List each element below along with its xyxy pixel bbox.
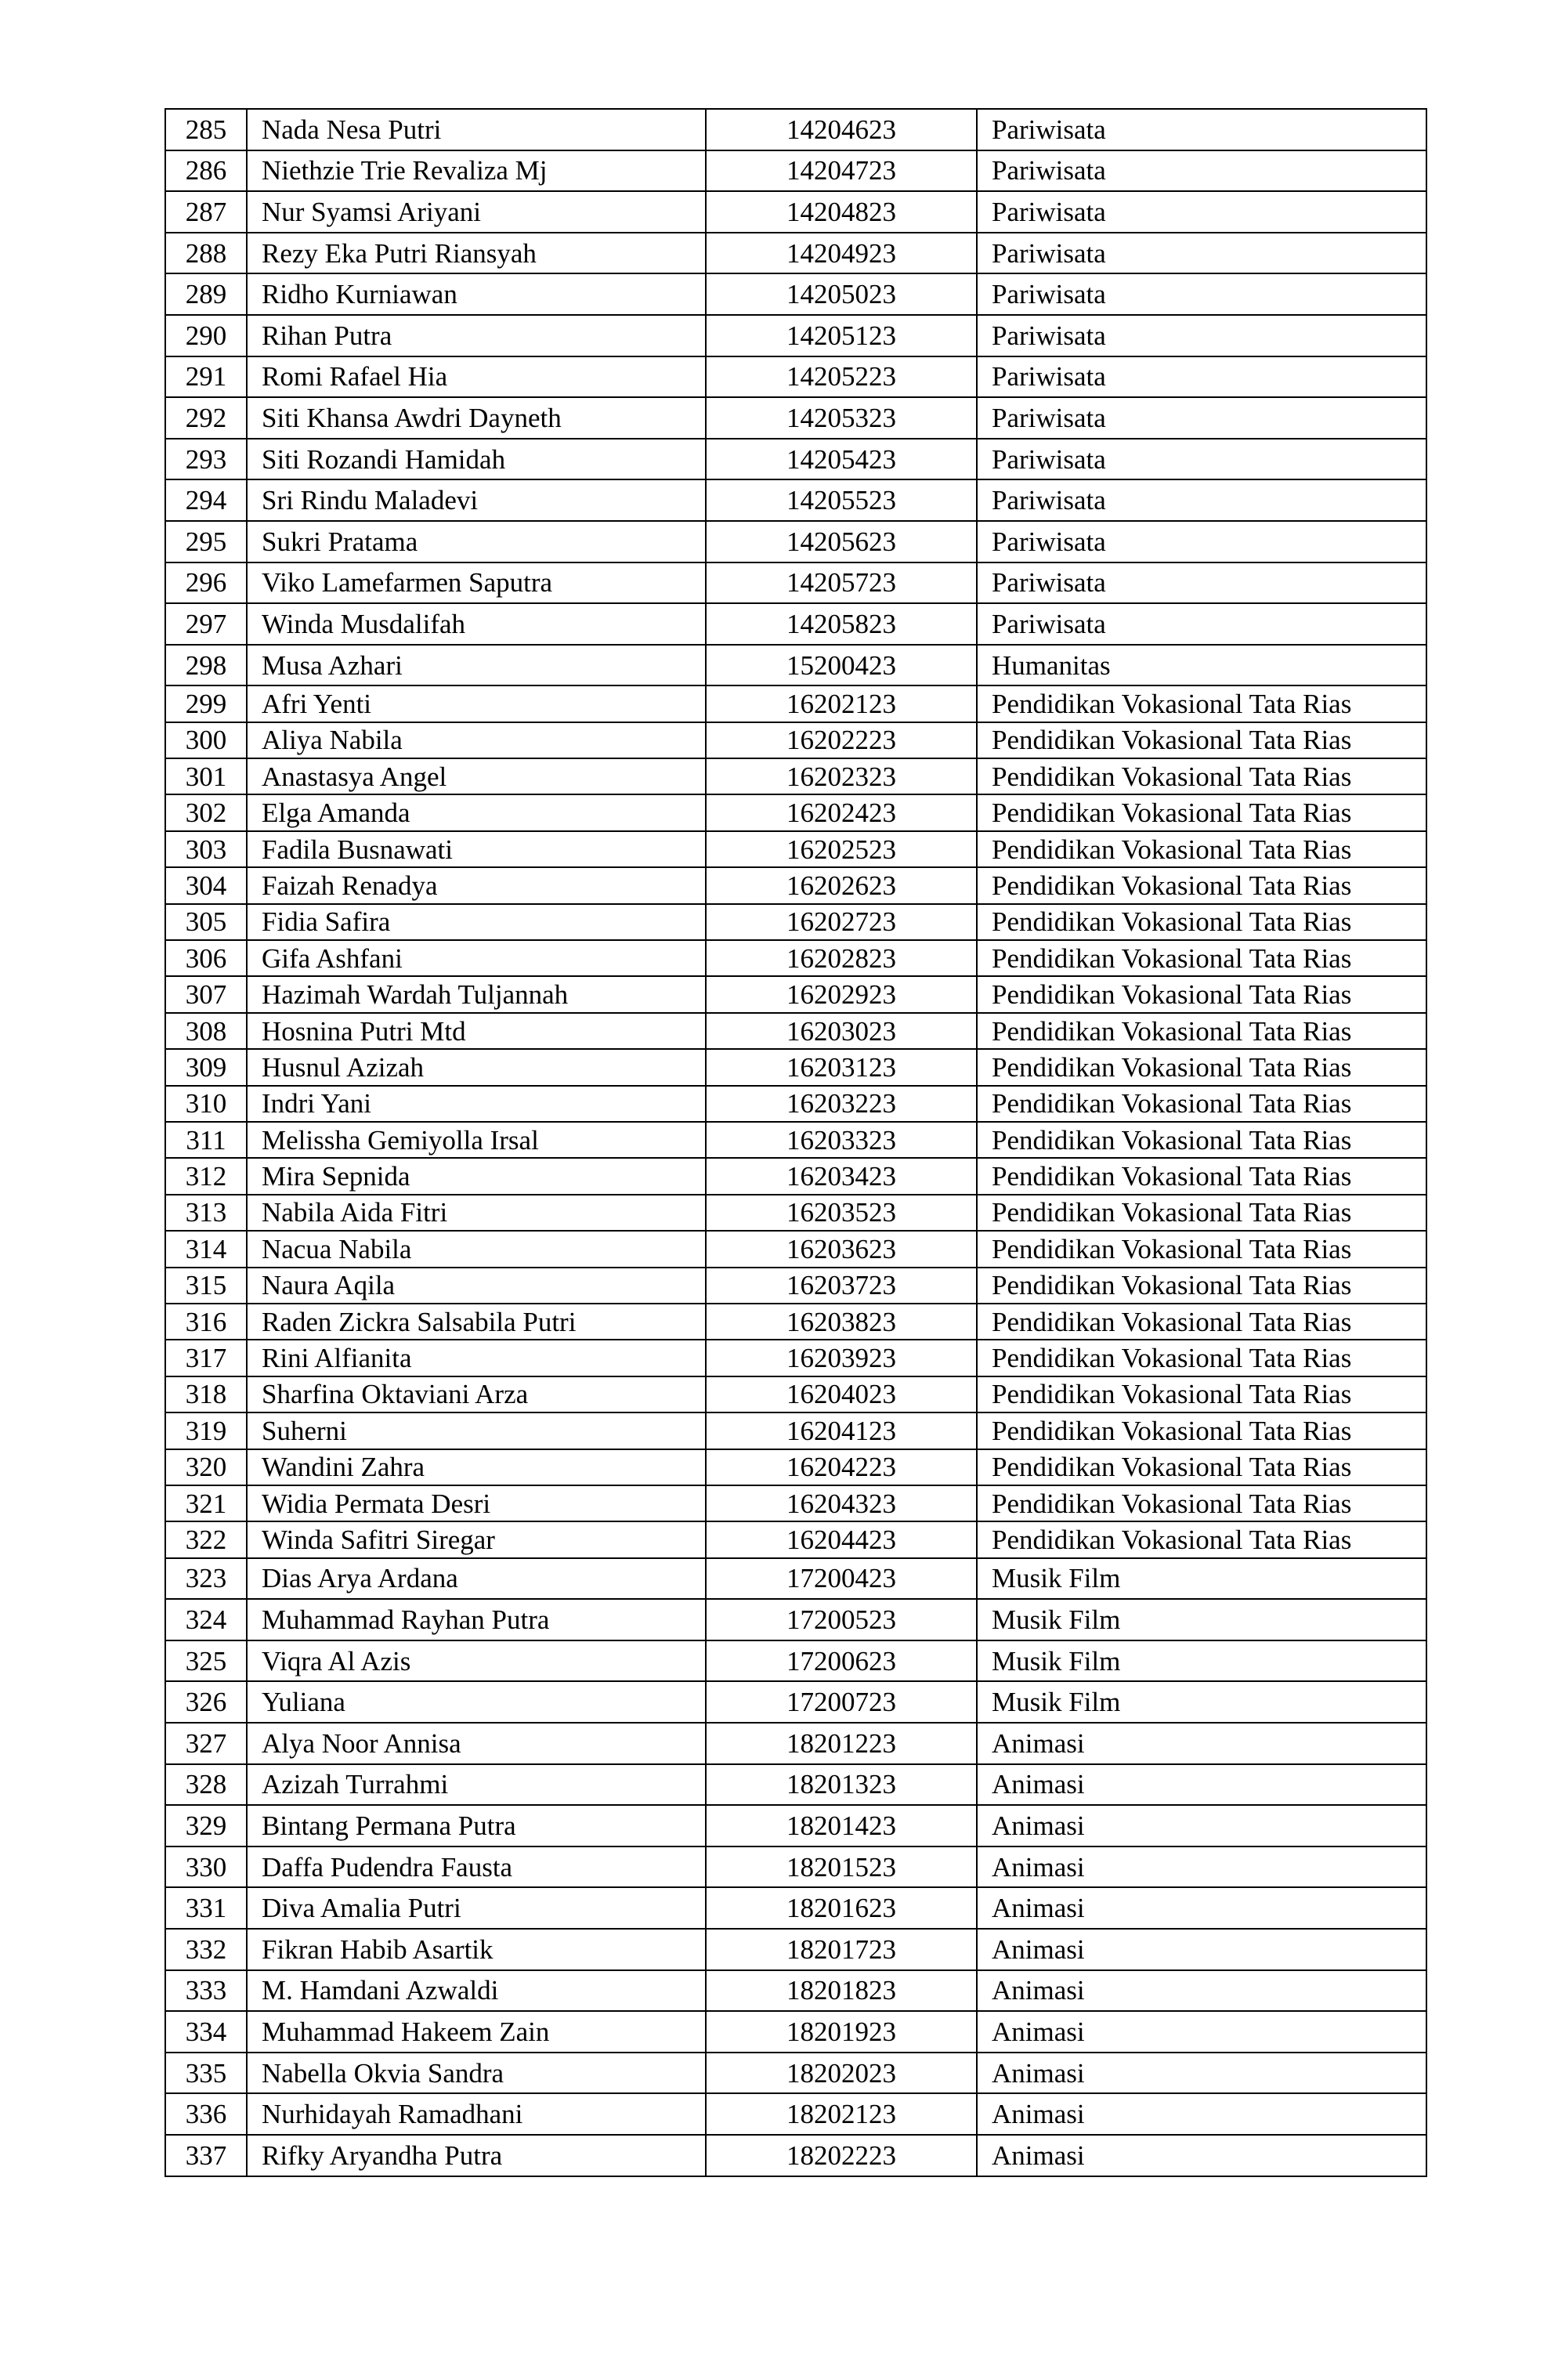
row-number-cell: 298 xyxy=(165,645,247,686)
row-number-cell: 295 xyxy=(165,521,247,562)
student-name-cell: Sukri Pratama xyxy=(247,521,706,562)
student-name-cell: M. Hamdani Azwaldi xyxy=(247,1970,706,2012)
student-id-cell: 16203823 xyxy=(706,1304,977,1340)
row-number-cell: 286 xyxy=(165,150,247,192)
student-id-cell: 16203323 xyxy=(706,1122,977,1158)
student-name-cell: Elga Amanda xyxy=(247,794,706,830)
student-id-cell: 16202623 xyxy=(706,867,977,903)
study-program-cell: Animasi xyxy=(977,2053,1426,2094)
student-list-body xyxy=(165,109,1426,2176)
row-number-cell: 324 xyxy=(165,1599,247,1640)
row-number-cell: 329 xyxy=(165,1805,247,1846)
student-name-cell: Gifa Ashfani xyxy=(247,940,706,976)
student-id-cell: 16202523 xyxy=(706,831,977,867)
student-id-cell: 16203623 xyxy=(706,1231,977,1267)
row-number-cell: 328 xyxy=(165,1764,247,1806)
table-row xyxy=(165,1681,1426,1723)
study-program-cell: Pariwisata xyxy=(977,439,1426,480)
student-id-cell: 16202123 xyxy=(706,685,977,722)
student-name-cell: Indri Yani xyxy=(247,1086,706,1122)
student-id-cell: 18202123 xyxy=(706,2093,977,2135)
table-row xyxy=(165,1412,1426,1449)
table-row xyxy=(165,150,1426,192)
student-id-cell: 16204423 xyxy=(706,1521,977,1557)
row-number-cell: 303 xyxy=(165,831,247,867)
student-id-cell: 18202023 xyxy=(706,2053,977,2094)
table-row xyxy=(165,940,1426,976)
student-id-cell: 16202423 xyxy=(706,794,977,830)
table-row xyxy=(165,233,1426,274)
student-id-cell: 16202223 xyxy=(706,722,977,758)
row-number-cell: 305 xyxy=(165,904,247,940)
student-id-cell: 18201623 xyxy=(706,1887,977,1929)
row-number-cell: 322 xyxy=(165,1521,247,1557)
table-row xyxy=(165,2053,1426,2094)
study-program-cell: Pariwisata xyxy=(977,109,1426,150)
table-row xyxy=(165,1485,1426,1521)
study-program-cell: Pendidikan Vokasional Tata Rias xyxy=(977,1049,1426,1085)
student-name-cell: Naura Aqila xyxy=(247,1268,706,1304)
table-row xyxy=(165,645,1426,686)
student-id-cell: 17200523 xyxy=(706,1599,977,1640)
student-name-cell: Afri Yenti xyxy=(247,685,706,722)
student-id-cell: 18201423 xyxy=(706,1805,977,1846)
row-number-cell: 314 xyxy=(165,1231,247,1267)
student-name-cell: Viko Lamefarmen Saputra xyxy=(247,562,706,604)
study-program-cell: Pendidikan Vokasional Tata Rias xyxy=(977,1268,1426,1304)
study-program-cell: Pendidikan Vokasional Tata Rias xyxy=(977,1158,1426,1194)
table-row xyxy=(165,1846,1426,1888)
study-program-cell: Pendidikan Vokasional Tata Rias xyxy=(977,722,1426,758)
student-name-cell: Muhammad Hakeem Zain xyxy=(247,2011,706,2053)
student-name-cell: Winda Safitri Siregar xyxy=(247,1521,706,1557)
student-name-cell: Faizah Renadya xyxy=(247,867,706,903)
study-program-cell: Humanitas xyxy=(977,645,1426,686)
study-program-cell: Pendidikan Vokasional Tata Rias xyxy=(977,867,1426,903)
row-number-cell: 292 xyxy=(165,397,247,439)
row-number-cell: 291 xyxy=(165,356,247,398)
table-row xyxy=(165,315,1426,356)
student-id-cell: 16203523 xyxy=(706,1195,977,1231)
student-name-cell: Melissha Gemiyolla Irsal xyxy=(247,1122,706,1158)
study-program-cell: Animasi xyxy=(977,1970,1426,2012)
study-program-cell: Animasi xyxy=(977,1805,1426,1846)
table-row xyxy=(165,521,1426,562)
student-name-cell: Rini Alfianita xyxy=(247,1340,706,1376)
student-name-cell: Nabila Aida Fitri xyxy=(247,1195,706,1231)
table-row xyxy=(165,1195,1426,1231)
table-row xyxy=(165,685,1426,722)
table-row xyxy=(165,479,1426,521)
student-id-cell: 14205323 xyxy=(706,397,977,439)
table-row xyxy=(165,1013,1426,1049)
student-name-cell: Sharfina Oktaviani Arza xyxy=(247,1376,706,1412)
student-id-cell: 14205223 xyxy=(706,356,977,398)
row-number-cell: 307 xyxy=(165,976,247,1012)
study-program-cell: Pariwisata xyxy=(977,273,1426,315)
student-id-cell: 18201323 xyxy=(706,1764,977,1806)
row-number-cell: 300 xyxy=(165,722,247,758)
row-number-cell: 306 xyxy=(165,940,247,976)
student-id-cell: 14205823 xyxy=(706,603,977,645)
table-row xyxy=(165,1304,1426,1340)
table-row xyxy=(165,2093,1426,2135)
study-program-cell: Pendidikan Vokasional Tata Rias xyxy=(977,904,1426,940)
student-name-cell: Nacua Nabila xyxy=(247,1231,706,1267)
student-name-cell: Sri Rindu Maladevi xyxy=(247,479,706,521)
row-number-cell: 310 xyxy=(165,1086,247,1122)
table-row xyxy=(165,1929,1426,1970)
study-program-cell: Musik Film xyxy=(977,1599,1426,1640)
study-program-cell: Pendidikan Vokasional Tata Rias xyxy=(977,940,1426,976)
table-row xyxy=(165,867,1426,903)
table-row xyxy=(165,722,1426,758)
student-id-cell: 14205423 xyxy=(706,439,977,480)
student-id-cell: 16203923 xyxy=(706,1340,977,1376)
table-row xyxy=(165,1158,1426,1194)
row-number-cell: 290 xyxy=(165,315,247,356)
table-row xyxy=(165,1521,1426,1557)
table-row xyxy=(165,1268,1426,1304)
row-number-cell: 333 xyxy=(165,1970,247,2012)
table-row xyxy=(165,904,1426,940)
student-id-cell: 16203123 xyxy=(706,1049,977,1085)
student-name-cell: Aliya Nabila xyxy=(247,722,706,758)
student-id-cell: 18201223 xyxy=(706,1723,977,1764)
student-name-cell: Mira Sepnida xyxy=(247,1158,706,1194)
student-name-cell: Anastasya Angel xyxy=(247,758,706,794)
study-program-cell: Musik Film xyxy=(977,1681,1426,1723)
row-number-cell: 319 xyxy=(165,1412,247,1449)
row-number-cell: 288 xyxy=(165,233,247,274)
table-row xyxy=(165,1231,1426,1267)
row-number-cell: 335 xyxy=(165,2053,247,2094)
student-name-cell: Ridho Kurniawan xyxy=(247,273,706,315)
study-program-cell: Animasi xyxy=(977,1723,1426,1764)
row-number-cell: 313 xyxy=(165,1195,247,1231)
study-program-cell: Pendidikan Vokasional Tata Rias xyxy=(977,1340,1426,1376)
student-name-cell: Azizah Turrahmi xyxy=(247,1764,706,1806)
student-id-cell: 14204723 xyxy=(706,150,977,192)
student-id-cell: 18201723 xyxy=(706,1929,977,1970)
study-program-cell: Pariwisata xyxy=(977,233,1426,274)
study-program-cell: Animasi xyxy=(977,2135,1426,2176)
row-number-cell: 312 xyxy=(165,1158,247,1194)
student-name-cell: Widia Permata Desri xyxy=(247,1485,706,1521)
table-row xyxy=(165,356,1426,398)
row-number-cell: 336 xyxy=(165,2093,247,2135)
table-row xyxy=(165,1723,1426,1764)
study-program-cell: Pariwisata xyxy=(977,315,1426,356)
table-row xyxy=(165,109,1426,150)
row-number-cell: 321 xyxy=(165,1485,247,1521)
student-name-cell: Suherni xyxy=(247,1412,706,1449)
study-program-cell: Animasi xyxy=(977,2011,1426,2053)
table-row xyxy=(165,562,1426,604)
study-program-cell: Pariwisata xyxy=(977,191,1426,233)
table-row xyxy=(165,1558,1426,1600)
student-name-cell: Romi Rafael Hia xyxy=(247,356,706,398)
row-number-cell: 334 xyxy=(165,2011,247,2053)
row-number-cell: 299 xyxy=(165,685,247,722)
student-id-cell: 16203723 xyxy=(706,1268,977,1304)
student-id-cell: 14204923 xyxy=(706,233,977,274)
study-program-cell: Pendidikan Vokasional Tata Rias xyxy=(977,1231,1426,1267)
table-row xyxy=(165,397,1426,439)
student-name-cell: Hazimah Wardah Tuljannah xyxy=(247,976,706,1012)
student-name-cell: Nur Syamsi Ariyani xyxy=(247,191,706,233)
study-program-cell: Musik Film xyxy=(977,1558,1426,1600)
student-name-cell: Wandini Zahra xyxy=(247,1449,706,1485)
student-id-cell: 16202723 xyxy=(706,904,977,940)
table-row xyxy=(165,1340,1426,1376)
student-id-cell: 14204623 xyxy=(706,109,977,150)
student-name-cell: Daffa Pudendra Fausta xyxy=(247,1846,706,1888)
row-number-cell: 327 xyxy=(165,1723,247,1764)
study-program-cell: Pendidikan Vokasional Tata Rias xyxy=(977,1412,1426,1449)
student-id-cell: 16202323 xyxy=(706,758,977,794)
row-number-cell: 297 xyxy=(165,603,247,645)
row-number-cell: 289 xyxy=(165,273,247,315)
student-name-cell: Rifky Aryandha Putra xyxy=(247,2135,706,2176)
row-number-cell: 332 xyxy=(165,1929,247,1970)
student-id-cell: 16204023 xyxy=(706,1376,977,1412)
table-row xyxy=(165,1640,1426,1682)
student-id-cell: 16204323 xyxy=(706,1485,977,1521)
table-row xyxy=(165,1086,1426,1122)
student-id-cell: 15200423 xyxy=(706,645,977,686)
row-number-cell: 293 xyxy=(165,439,247,480)
student-id-cell: 16204123 xyxy=(706,1412,977,1449)
student-name-cell: Nabella Okvia Sandra xyxy=(247,2053,706,2094)
student-id-cell: 14204823 xyxy=(706,191,977,233)
row-number-cell: 323 xyxy=(165,1558,247,1600)
table-row xyxy=(165,1970,1426,2012)
student-id-cell: 14205623 xyxy=(706,521,977,562)
study-program-cell: Animasi xyxy=(977,1764,1426,1806)
student-name-cell: Diva Amalia Putri xyxy=(247,1887,706,1929)
row-number-cell: 320 xyxy=(165,1449,247,1485)
table-row xyxy=(165,2011,1426,2053)
row-number-cell: 287 xyxy=(165,191,247,233)
study-program-cell: Pendidikan Vokasional Tata Rias xyxy=(977,1086,1426,1122)
study-program-cell: Pendidikan Vokasional Tata Rias xyxy=(977,976,1426,1012)
study-program-cell: Pendidikan Vokasional Tata Rias xyxy=(977,1013,1426,1049)
student-id-cell: 18201923 xyxy=(706,2011,977,2053)
study-program-cell: Pariwisata xyxy=(977,397,1426,439)
table-row xyxy=(165,1376,1426,1412)
student-name-cell: Siti Rozandi Hamidah xyxy=(247,439,706,480)
student-name-cell: Alya Noor Annisa xyxy=(247,1723,706,1764)
student-name-cell: Siti Khansa Awdri Dayneth xyxy=(247,397,706,439)
student-name-cell: Nada Nesa Putri xyxy=(247,109,706,150)
study-program-cell: Pendidikan Vokasional Tata Rias xyxy=(977,685,1426,722)
study-program-cell: Pendidikan Vokasional Tata Rias xyxy=(977,758,1426,794)
study-program-cell: Pendidikan Vokasional Tata Rias xyxy=(977,1521,1426,1557)
study-program-cell: Pendidikan Vokasional Tata Rias xyxy=(977,1485,1426,1521)
table-row xyxy=(165,1449,1426,1485)
row-number-cell: 326 xyxy=(165,1681,247,1723)
table-row xyxy=(165,758,1426,794)
student-id-cell: 17200623 xyxy=(706,1640,977,1682)
student-id-cell: 18201523 xyxy=(706,1846,977,1888)
row-number-cell: 330 xyxy=(165,1846,247,1888)
student-id-cell: 18201823 xyxy=(706,1970,977,2012)
student-id-cell: 16203023 xyxy=(706,1013,977,1049)
study-program-cell: Animasi xyxy=(977,2093,1426,2135)
student-name-cell: Viqra Al Azis xyxy=(247,1640,706,1682)
student-name-cell: Dias Arya Ardana xyxy=(247,1558,706,1600)
table-row xyxy=(165,831,1426,867)
study-program-cell: Pendidikan Vokasional Tata Rias xyxy=(977,1376,1426,1412)
student-id-cell: 14205523 xyxy=(706,479,977,521)
student-name-cell: Fikran Habib Asartik xyxy=(247,1929,706,1970)
table-row xyxy=(165,273,1426,315)
table-row xyxy=(165,794,1426,830)
row-number-cell: 309 xyxy=(165,1049,247,1085)
table-row xyxy=(165,1122,1426,1158)
study-program-cell: Animasi xyxy=(977,1929,1426,1970)
table-row xyxy=(165,2135,1426,2176)
study-program-cell: Pendidikan Vokasional Tata Rias xyxy=(977,1122,1426,1158)
row-number-cell: 337 xyxy=(165,2135,247,2176)
study-program-cell: Pendidikan Vokasional Tata Rias xyxy=(977,831,1426,867)
table-row xyxy=(165,1887,1426,1929)
study-program-cell: Animasi xyxy=(977,1846,1426,1888)
study-program-cell: Animasi xyxy=(977,1887,1426,1929)
row-number-cell: 316 xyxy=(165,1304,247,1340)
study-program-cell: Musik Film xyxy=(977,1640,1426,1682)
row-number-cell: 308 xyxy=(165,1013,247,1049)
student-id-cell: 16202823 xyxy=(706,940,977,976)
row-number-cell: 304 xyxy=(165,867,247,903)
table-row xyxy=(165,191,1426,233)
student-id-cell: 17200723 xyxy=(706,1681,977,1723)
student-name-cell: Hosnina Putri Mtd xyxy=(247,1013,706,1049)
student-name-cell: Niethzie Trie Revaliza Mj xyxy=(247,150,706,192)
row-number-cell: 318 xyxy=(165,1376,247,1412)
row-number-cell: 331 xyxy=(165,1887,247,1929)
study-program-cell: Pariwisata xyxy=(977,479,1426,521)
table-row xyxy=(165,603,1426,645)
row-number-cell: 315 xyxy=(165,1268,247,1304)
study-program-cell: Pendidikan Vokasional Tata Rias xyxy=(977,1449,1426,1485)
row-number-cell: 325 xyxy=(165,1640,247,1682)
study-program-cell: Pariwisata xyxy=(977,603,1426,645)
table-row xyxy=(165,439,1426,480)
student-name-cell: Rezy Eka Putri Riansyah xyxy=(247,233,706,274)
row-number-cell: 296 xyxy=(165,562,247,604)
student-name-cell: Winda Musdalifah xyxy=(247,603,706,645)
row-number-cell: 294 xyxy=(165,479,247,521)
table-row xyxy=(165,1764,1426,1806)
student-name-cell: Nurhidayah Ramadhani xyxy=(247,2093,706,2135)
study-program-cell: Pariwisata xyxy=(977,356,1426,398)
row-number-cell: 311 xyxy=(165,1122,247,1158)
student-name-cell: Yuliana xyxy=(247,1681,706,1723)
row-number-cell: 301 xyxy=(165,758,247,794)
student-name-cell: Fidia Safira xyxy=(247,904,706,940)
row-number-cell: 317 xyxy=(165,1340,247,1376)
table-row xyxy=(165,1049,1426,1085)
student-name-cell: Raden Zickra Salsabila Putri xyxy=(247,1304,706,1340)
study-program-cell: Pendidikan Vokasional Tata Rias xyxy=(977,1195,1426,1231)
student-name-cell: Fadila Busnawati xyxy=(247,831,706,867)
student-id-cell: 16203223 xyxy=(706,1086,977,1122)
student-id-cell: 17200423 xyxy=(706,1558,977,1600)
study-program-cell: Pariwisata xyxy=(977,521,1426,562)
row-number-cell: 302 xyxy=(165,794,247,830)
student-name-cell: Muhammad Rayhan Putra xyxy=(247,1599,706,1640)
table-row xyxy=(165,976,1426,1012)
student-name-cell: Musa Azhari xyxy=(247,645,706,686)
student-name-cell: Rihan Putra xyxy=(247,315,706,356)
study-program-cell: Pariwisata xyxy=(977,562,1426,604)
student-name-cell: Husnul Azizah xyxy=(247,1049,706,1085)
student-id-cell: 18202223 xyxy=(706,2135,977,2176)
study-program-cell: Pendidikan Vokasional Tata Rias xyxy=(977,1304,1426,1340)
student-id-cell: 16204223 xyxy=(706,1449,977,1485)
student-id-cell: 14205123 xyxy=(706,315,977,356)
study-program-cell: Pendidikan Vokasional Tata Rias xyxy=(977,794,1426,830)
student-id-cell: 16202923 xyxy=(706,976,977,1012)
student-id-cell: 14205023 xyxy=(706,273,977,315)
table-row xyxy=(165,1599,1426,1640)
student-id-cell: 16203423 xyxy=(706,1158,977,1194)
student-name-cell: Bintang Permana Putra xyxy=(247,1805,706,1846)
row-number-cell: 285 xyxy=(165,109,247,150)
table-row xyxy=(165,1805,1426,1846)
student-list-table xyxy=(164,108,1427,2177)
student-id-cell: 14205723 xyxy=(706,562,977,604)
study-program-cell: Pariwisata xyxy=(977,150,1426,192)
